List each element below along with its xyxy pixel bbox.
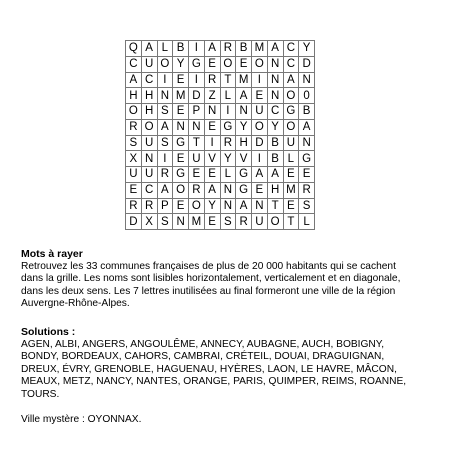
grid-cell: A	[299, 119, 315, 135]
grid-cell: E	[173, 104, 189, 120]
grid-cell: N	[267, 56, 283, 72]
grid-cell: E	[126, 182, 142, 198]
grid-row	[126, 182, 315, 198]
grid-cell: Y	[204, 198, 220, 214]
grid-cell: U	[252, 104, 268, 120]
grid-cell: E	[173, 151, 189, 167]
grid-cell: N	[157, 88, 173, 104]
grid-cell: Y	[236, 119, 252, 135]
grid-cell: R	[220, 135, 236, 151]
instructions-line: Auvergne-Rhône-Alpes.	[21, 298, 130, 310]
grid-cell: A	[236, 88, 252, 104]
grid-cell: S	[299, 198, 315, 214]
grid-cell: I	[220, 104, 236, 120]
grid-cell: U	[126, 167, 142, 183]
grid-cell: B	[299, 104, 315, 120]
grid-cell: O	[267, 214, 283, 230]
instructions-line: dans la grille. Les noms sont lisibles horizontalement, verticalement et en diagonale,	[21, 273, 401, 285]
grid-cell: D	[189, 88, 205, 104]
grid-cell: O	[283, 119, 299, 135]
grid-row	[126, 88, 315, 104]
grid-cell: S	[157, 104, 173, 120]
grid-cell: R	[126, 119, 142, 135]
grid-cell: N	[204, 104, 220, 120]
grid-cell: U	[283, 135, 299, 151]
grid-cell: E	[252, 88, 268, 104]
grid-cell: G	[236, 182, 252, 198]
grid-cell: D	[299, 56, 315, 72]
grid-cell: R	[299, 182, 315, 198]
grid-cell: I	[252, 72, 268, 88]
grid-cell: A	[126, 72, 142, 88]
grid-cell: Y	[220, 151, 236, 167]
grid-cell: G	[283, 104, 299, 120]
grid-cell: E	[283, 198, 299, 214]
grid-cell: N	[299, 135, 315, 151]
grid-cell: G	[220, 119, 236, 135]
grid-cell: N	[220, 198, 236, 214]
grid-row	[126, 41, 315, 57]
grid-cell: E	[204, 56, 220, 72]
mystery-city: Ville mystère : OYONNAX.	[21, 414, 142, 425]
grid-cell: L	[283, 151, 299, 167]
grid-cell: O	[126, 104, 142, 120]
grid-cell: Y	[267, 119, 283, 135]
grid-cell: A	[252, 167, 268, 183]
grid-cell: N	[299, 72, 315, 88]
grid-cell: H	[141, 104, 157, 120]
grid-cell: D	[252, 135, 268, 151]
grid-cell: C	[283, 41, 299, 57]
grid-cell: V	[204, 151, 220, 167]
solutions-line: AGEN, ALBI, ANGERS, ANGOULÊME, ANNECY, AUBAGNE, AUCH, BOBIGNY,	[21, 338, 385, 350]
grid-row	[126, 104, 315, 120]
grid-cell: R	[141, 198, 157, 214]
grid-cell: Z	[204, 88, 220, 104]
grid-cell: T	[189, 135, 205, 151]
grid-cell: I	[189, 41, 205, 57]
grid-row	[126, 167, 315, 183]
instructions-line: dans les deux sens. Les 7 lettres inutilisées au final formeront une ville de la région	[21, 285, 396, 297]
grid-cell: E	[204, 119, 220, 135]
grid-cell: C	[141, 182, 157, 198]
grid-cell: B	[267, 135, 283, 151]
grid-cell: L	[299, 214, 315, 230]
grid-cell: R	[236, 214, 252, 230]
grid-cell: O	[252, 119, 268, 135]
grid-cell: N	[267, 72, 283, 88]
grid-row	[126, 119, 315, 135]
grid-cell: U	[141, 167, 157, 183]
grid-cell: M	[252, 41, 268, 57]
grid-cell: C	[267, 104, 283, 120]
word-search-grid	[125, 40, 315, 230]
grid-cell: B	[267, 151, 283, 167]
grid-cell: E	[204, 214, 220, 230]
grid-cell: S	[157, 214, 173, 230]
grid-cell: T	[267, 198, 283, 214]
grid-row	[126, 135, 315, 151]
solutions-line: DREUX, ÉVRY, GRENOBLE, HAGUENAU, HYÈRES, LAON, LE HAVRE, MÂCON,	[21, 363, 397, 375]
grid-cell: H	[126, 88, 142, 104]
grid-cell: A	[157, 119, 173, 135]
grid-cell: G	[299, 151, 315, 167]
instructions-section	[21, 248, 446, 311]
grid-cell: O	[189, 198, 205, 214]
grid-cell: H	[236, 135, 252, 151]
grid-cell: A	[283, 72, 299, 88]
grid-cell: M	[173, 88, 189, 104]
grid-cell: Y	[173, 56, 189, 72]
grid-cell: C	[141, 72, 157, 88]
grid-cell: R	[220, 41, 236, 57]
grid-cell: N	[220, 182, 236, 198]
grid-cell: E	[204, 167, 220, 183]
grid-cell: Y	[299, 41, 315, 57]
grid-cell: I	[157, 151, 173, 167]
solutions-line: TOURS.	[21, 388, 60, 400]
grid-cell: O	[157, 56, 173, 72]
grid-cell: H	[141, 88, 157, 104]
grid-cell: G	[173, 167, 189, 183]
grid-cell: A	[267, 167, 283, 183]
grid-cell: P	[157, 198, 173, 214]
solutions-title: Solutions :	[21, 326, 76, 338]
grid-cell: A	[267, 41, 283, 57]
grid-cell: U	[252, 214, 268, 230]
grid-cell: I	[189, 72, 205, 88]
grid-cell: L	[157, 41, 173, 57]
instructions-line: Retrouvez les 33 communes françaises de plus de 20 000 habitants qui se cachent	[21, 260, 396, 272]
grid-cell: E	[236, 56, 252, 72]
grid-cell: X	[126, 151, 142, 167]
grid-row	[126, 214, 315, 230]
grid-cell: L	[220, 167, 236, 183]
grid-cell: N	[173, 119, 189, 135]
grid-row	[126, 151, 315, 167]
grid-cell: R	[126, 198, 142, 214]
grid-cell: R	[204, 72, 220, 88]
grid-cell: I	[252, 151, 268, 167]
grid-cell: U	[141, 56, 157, 72]
grid-cell: E	[173, 198, 189, 214]
grid-cell: Q	[126, 41, 142, 57]
solutions-line: MEAUX, METZ, NANCY, NANTES, ORANGE, PARIS, QUIMPER, REIMS, ROANNE,	[21, 376, 407, 388]
grid-cell: E	[299, 167, 315, 183]
grid-cell: C	[126, 56, 142, 72]
grid-cell: O	[220, 56, 236, 72]
instructions-title: Mots à rayer	[21, 248, 83, 260]
solutions-section	[21, 326, 446, 402]
grid-cell: M	[189, 214, 205, 230]
grid-cell: V	[236, 151, 252, 167]
grid-cell: M	[236, 72, 252, 88]
grid-cell: I	[204, 135, 220, 151]
grid-cell: R	[189, 182, 205, 198]
grid-cell: N	[173, 214, 189, 230]
grid-cell: O	[283, 88, 299, 104]
grid-cell: P	[189, 104, 205, 120]
grid-cell: 0	[299, 88, 315, 104]
grid-cell: O	[141, 119, 157, 135]
solutions-line: BONDY, BORDEAUX, CAHORS, CAMBRAI, CRÉTEIL, DOUAI, DRAGUIGNAN,	[21, 351, 385, 363]
grid-cell: A	[204, 41, 220, 57]
grid-cell: T	[220, 72, 236, 88]
grid-cell: N	[236, 104, 252, 120]
grid-cell: O	[173, 182, 189, 198]
grid-cell: N	[141, 151, 157, 167]
grid-cell: S	[157, 135, 173, 151]
grid-cell: U	[141, 135, 157, 151]
grid-cell: S	[220, 214, 236, 230]
grid-cell: N	[189, 119, 205, 135]
grid-cell: S	[126, 135, 142, 151]
grid-cell: E	[252, 182, 268, 198]
grid-cell: G	[173, 135, 189, 151]
grid-cell: T	[283, 214, 299, 230]
grid-row	[126, 56, 315, 72]
grid-cell: E	[173, 72, 189, 88]
grid-cell: E	[283, 167, 299, 183]
grid-cell: B	[236, 41, 252, 57]
grid-row	[126, 198, 315, 214]
grid-cell: H	[267, 182, 283, 198]
grid-cell: I	[157, 72, 173, 88]
grid-cell: A	[157, 182, 173, 198]
grid-cell: N	[267, 88, 283, 104]
grid-cell: E	[189, 167, 205, 183]
grid-cell: M	[283, 182, 299, 198]
grid-cell: X	[141, 214, 157, 230]
grid-cell: G	[189, 56, 205, 72]
grid-cell: D	[126, 214, 142, 230]
grid-cell: R	[157, 167, 173, 183]
grid-cell: A	[141, 41, 157, 57]
grid-cell: U	[189, 151, 205, 167]
grid-cell: B	[173, 41, 189, 57]
grid-cell: O	[252, 56, 268, 72]
grid-cell: G	[236, 167, 252, 183]
grid-cell: L	[220, 88, 236, 104]
grid-cell: A	[236, 198, 252, 214]
grid-cell: A	[204, 182, 220, 198]
grid-cell: N	[252, 198, 268, 214]
grid-row	[126, 72, 315, 88]
grid-cell: C	[283, 56, 299, 72]
